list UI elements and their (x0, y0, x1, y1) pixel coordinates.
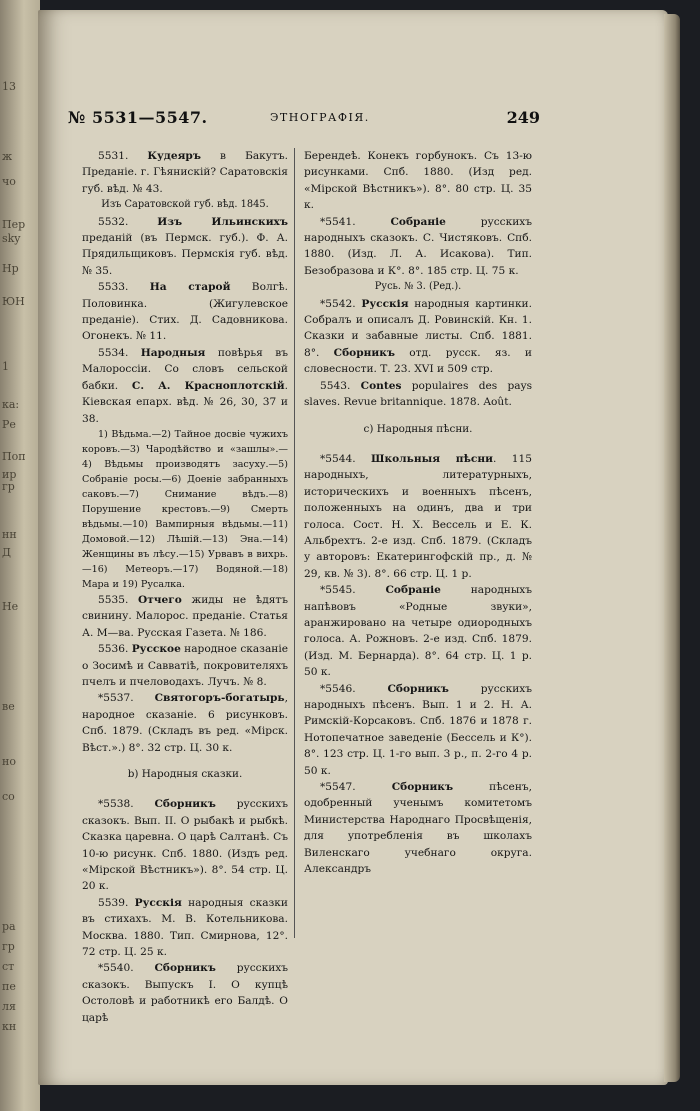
margin-fragment: но (2, 755, 16, 768)
entry-text: жиды не ѣдятъ свинину. Малорос. преданіе. Статья А. М—ва. Русская Газета. № 186. (82, 593, 289, 639)
entry-text: *5545. (320, 584, 386, 597)
entry-text: 5543. (320, 379, 361, 392)
entry-text: *5541. (320, 215, 391, 228)
entry-title: Сборникъ (333, 346, 396, 359)
margin-fragment: гр (2, 480, 15, 493)
entry-text: *5547. (320, 781, 392, 794)
bibliography-entry (304, 779, 532, 877)
bibliography-entry (82, 592, 288, 641)
margin-fragment: пе (2, 980, 16, 993)
bibliography-entry (82, 345, 288, 427)
entry-title: Сборникъ (154, 962, 216, 975)
bibliography-entry (304, 681, 532, 779)
section-heading: b) Народныя сказки. (127, 767, 243, 780)
entry-range: № 5531—5547. (68, 108, 208, 127)
margin-fragment: чо (2, 175, 16, 188)
entry-text: *5544. (320, 452, 372, 465)
margin-fragment: Поп (2, 450, 26, 463)
entry-title: С. А. Красноплотскій (131, 379, 285, 392)
bibliography-entry (82, 690, 288, 756)
margin-fragment: гр (2, 940, 15, 953)
entry-title: Contes (360, 379, 402, 392)
margin-fragment: кн (2, 1020, 17, 1033)
entry-title: Сборникъ (154, 798, 216, 811)
entry-text: 5532. (98, 215, 158, 228)
bibliography-entry (304, 378, 532, 411)
entry-text: *5542. (320, 297, 362, 310)
section-heading: c) Народныя пѣсни. (363, 422, 473, 435)
left-column (82, 148, 288, 1026)
bibliography-entry (82, 960, 288, 1026)
entry-title: Школьныя пѣсни (371, 452, 493, 465)
entry-title: Отчего (137, 593, 182, 606)
entry-text: русскихъ сказокъ. Выпускъ I. О купцѣ Остоловѣ и работникѣ его Балдѣ. О царѣ (82, 962, 288, 1024)
margin-fragment: ЮН (2, 295, 25, 308)
page-fore-edge (664, 14, 680, 1082)
bibliography-entry (304, 582, 532, 680)
margin-fragment: нн (2, 528, 17, 541)
entry-text: *5537. (98, 692, 155, 705)
entry-text: 5531. (98, 150, 148, 162)
entry-text: пѣсенъ, одобренный ученымъ комитетомъ Министерства Народнаго Просвѣщенія, для употребленія въ школахъ Виленскаго учебнаго округа. Александръ (304, 781, 532, 876)
entry-text: 5539. (98, 896, 135, 909)
entry-text: народныя сказки въ стихахъ. М. В. Котельникова. Москва. 1880. Тип. Смирнова, 12°. 72 стр. Ц. 25 к. (82, 896, 288, 959)
bibliography-entry (82, 279, 288, 345)
entry-title: Русскія (134, 896, 182, 909)
section-title: ЭТНОГРАФІЯ. (270, 111, 370, 124)
bibliography-entry (82, 641, 288, 690)
margin-fragment: Не (2, 600, 19, 613)
entry-title: Русскія (361, 297, 409, 310)
entry-text: в Бакутъ. Преданіе. г. Гѣянискій? Саратовскія губ. вѣд. № 43. (82, 150, 288, 195)
bibliography-entry (82, 796, 288, 894)
running-header (68, 108, 540, 132)
margin-fragment: ир (2, 468, 17, 481)
margin-fragment: ка: (2, 398, 20, 411)
margin-fragment: Ре (2, 418, 16, 431)
column-rule (294, 148, 295, 938)
entry-text: народныя картинки. Собралъ и описалъ Д. Ровинскій. Кн. 1. Сказки и забавные листы. Спб. 1881. 8°. (304, 297, 532, 359)
margin-fragment: 1 (2, 360, 9, 373)
bibliography-entry (304, 214, 532, 280)
margin-fragment: ст (2, 960, 15, 973)
entry-text: populaires des pays slaves. Revue britannique. 1878. Août. (304, 379, 532, 409)
entry-text: 5534. (98, 346, 141, 359)
entry-text: . Кіевская епарх. вѣд. № 26, 30, 37 и 38. (82, 379, 288, 425)
entry-text: повѣрья въ Малороссіи. Со словъ сельской бабки. (82, 346, 288, 392)
entry-continuation: Берендеѣ. Конекъ горбунокъ. Съ 13-ю рисунками. Спб. 1880. (Изд ред. «Мірской Вѣстникъ»). 8°. 80 стр. Ц. 35 к. (304, 150, 532, 212)
entry-title: Кудеяръ (147, 150, 201, 162)
entry-text: народныхъ напѣвовъ «Родные звуки», аранжировано на четыре одиородныхъ голоса. А. Рожновъ. 2-е изд. Спб. 1879. (Изд. М. Бернарда). 8°. 64 стр. Ц. 1 р. 50 к. (304, 584, 532, 679)
entry-text: русскихъ сказокъ. Вып. II. О рыбакѣ и рыбкѣ. Сказка царевна. О царѣ Салтанѣ. Съ 10-ю рисунк. Спб. 1880. (Издъ ред. «Мірской Вѣстникъ»). 8°. 54 стр. Ц. 20 к. (82, 798, 288, 893)
entry-title: Сборникъ (391, 781, 454, 794)
entry-title: На старой (149, 281, 231, 294)
entry-title: Сборникъ (387, 682, 449, 695)
margin-fragment: ж (2, 150, 13, 163)
margin-fragment: 13 (2, 80, 16, 93)
entry-text: *5538. (98, 798, 155, 811)
entry-text: русскихъ народныхъ сказокъ. С. Чистяковъ. Спб. 1880. (Изд. Л. А. Исакова). Тип. Безобразова и К°. 8°. 185 стр. Ц. 75 к. (304, 215, 532, 277)
margin-fragment: со (2, 790, 15, 803)
entry-title: Собраніе (385, 584, 441, 597)
margin-fragment: ве (2, 700, 15, 713)
bibliography-entry (304, 296, 532, 378)
page-number: 249 (506, 108, 540, 127)
entry-text: *5540. (98, 962, 155, 975)
entry-text: 5535. (98, 593, 138, 606)
entry-contents-list: 1) Вѣдьма.—2) Тайное досвіе чужихъ коровъ.—3) Чародѣйство и «зашлы».—4) Вѣдьмы производятъ засуху.—5) Собраніе росы.—6) Доеніе забранныхъ саковъ.—7) Снимание вѣдъ.—8) Порушение крестовъ.—9) Смерть вѣдьмы.—10) Вампирныя вѣдьмы.—11) Домовой.—12) Лѣшій.—13) Эна.—14) Женщины въ лѣсу.—15) Урвавъ в вихрь.—16) Метеоръ.—17) Водяной.—18) Мара и 19) Русалка. (82, 428, 288, 590)
bibliography-entry (82, 148, 288, 197)
entry-text: 5533. (98, 281, 150, 294)
entry-text: отд. русск. яз. и словесности. Т. 23. XVI и 509 стр. (304, 346, 532, 376)
margin-fragment: Пер (2, 218, 26, 231)
entry-note: Русь. № 3. (Ред.). (374, 281, 462, 293)
bibliography-entry (82, 895, 288, 961)
margin-fragment: ля (2, 1000, 16, 1013)
entry-text: . 115 народныхъ, литературныхъ, историческихъ и военныхъ пѣсенъ, положенныхъ на одинъ, два и три голоса. Сост. Н. Х. Вессель и Е. К. Альбрехтъ. 2-е изд. Спб. 1879. (Складъ у авторовъ: Екатерингофскій пр., д. № 29, кв. № 3). 8°. 66 стр. Ц. 1 р. (304, 452, 532, 580)
bibliography-entry (82, 214, 288, 280)
margin-fragment: Д (2, 546, 11, 559)
margin-fragment: Нр (2, 262, 19, 275)
entry-title: Изъ Ильинскихъ (157, 215, 288, 228)
margin-fragment: sky (2, 232, 21, 245)
entry-title: Святогоръ-богатырь (154, 692, 285, 705)
entry-title: Собраніе (390, 215, 446, 228)
entry-text: Волгѣ. Половинка. (Жигулевское преданіе). Стих. Д. Садовникова. Огонекъ. № 11. (82, 281, 288, 343)
entry-title: Народныя (140, 346, 206, 359)
margin-fragment: ра (2, 920, 16, 933)
bibliography-entry (304, 451, 532, 582)
entry-text: *5546. (320, 682, 388, 695)
entry-text: , народное сказаніе. 6 рисунковъ. Спб. 1879. (Складъ въ ред. «Мірск. Вѣст.».) 8°. 32 стр. Ц. 30 к. (82, 692, 288, 754)
entry-text: народное сказаніе о Зосимѣ и Савватіѣ, покровителяхъ пчелъ и пчеловодахъ. Лучъ. № 8. (82, 643, 288, 688)
entry-title: Русское (131, 643, 181, 656)
entry-text: преданій (въ Пермск. губ.). Ф. А. Прядильщиковъ. Пермскія губ. вѣд. № 35. (82, 232, 288, 277)
entry-text: русскихъ народныхъ пѣсенъ. Вып. 1 и 2. Н. А. Римскій-Корсаковъ. Спб. 1876 и 1878 г. Нотопечатное заведеніе (Бессель и К°). 8°. 123 стр. Ц. 1-го вып. 3 р., п. 2-го 4 р. 50 к. (304, 682, 532, 777)
entry-note: Изъ Саратовской губ. вѣд. 1845. (101, 199, 269, 211)
right-column (304, 148, 532, 877)
entry-text: 5536. (98, 643, 132, 656)
